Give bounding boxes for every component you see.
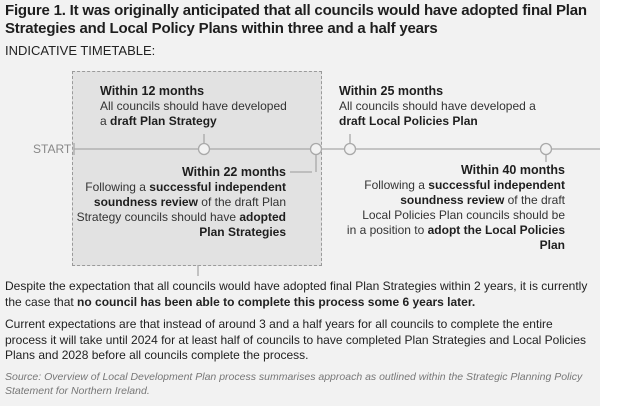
milestone-12-line2-bold: draft Plan Strategy	[110, 114, 217, 128]
figure-title: Figure 1. It was originally anticipated that all councils would have adopted final Plan Strategies and Local Policy Plans within three and a half years	[5, 2, 587, 37]
milestone-22-line4-bold: Plan Strategies	[199, 225, 286, 239]
milestone-25-months	[339, 84, 579, 129]
milestone-25-line1: All councils should have developed a	[339, 99, 536, 113]
milestone-12-heading: Within 12 months	[100, 84, 205, 98]
milestone-12-months	[100, 84, 310, 129]
milestone-22-line1-pre: Following a	[85, 180, 150, 194]
milestone-40-heading: Within 40 months	[460, 163, 565, 177]
milestone-22-line3-pre: Strategy councils should have	[76, 210, 240, 224]
timetable-subheading: INDICATIVE TIMETABLE:	[5, 43, 156, 58]
milestone-22-line2-post: of the draft Plan	[197, 195, 286, 209]
milestone-40-line1-pre: Following a	[364, 178, 429, 192]
source-note: Source: Overview of Local Development Plan process summarises approach as outlined within the Strategic Planning Policy Statement for Northern Ireland.	[5, 371, 583, 397]
milestone-40-line5-bold: Plan	[539, 238, 565, 252]
milestone-22-heading: Within 22 months	[181, 165, 286, 179]
milestone-12-line1: All councils should have developed	[100, 99, 287, 113]
milestone-40-line2-bold: soundness review	[400, 193, 505, 207]
milestone-40-line1-bold: successful independent	[428, 178, 565, 192]
milestone-40-line4-pre: in a position to	[346, 223, 428, 237]
milestone-22-months	[60, 165, 286, 240]
milestone-marker-25-months	[345, 144, 356, 155]
paragraph-current-status	[5, 279, 595, 310]
milestone-marker-22-months	[311, 144, 322, 155]
start-label: START	[33, 142, 72, 156]
milestone-marker-40-months	[541, 144, 552, 155]
milestone-40-line3: Local Policies Plan councils should be	[362, 208, 565, 222]
paragraph-1-bold: no council has been able to complete this process some 6 years later.	[77, 294, 476, 309]
paragraph-1-text: Despite the expectation that all councils would have adopted final Plan Strategies within 2 years, it is currently the case that	[5, 279, 588, 309]
milestone-marker-12-months	[199, 144, 210, 155]
milestone-22-line3-bold: adopted	[239, 210, 286, 224]
paragraph-current-expectations: Current expectations are that instead of around 3 and a half years for all councils to complete the entire process it will take until 2024 for at least half of councils to have completed Plan Strategies and Local Policies Plans and 2028 before all councils complete the process.	[5, 317, 586, 362]
milestone-40-line2-post: of the draft	[504, 193, 565, 207]
milestone-40-months	[330, 163, 565, 253]
milestone-25-line2-bold: draft Local Policies Plan	[339, 114, 478, 128]
milestone-22-line1-bold: successful independent	[149, 180, 286, 194]
milestone-25-heading: Within 25 months	[339, 84, 444, 98]
milestone-40-line4-bold: adopt the Local Policies	[427, 223, 565, 237]
milestone-22-line2-bold: soundness review	[93, 195, 198, 209]
milestone-12-line2-pre: a	[100, 114, 111, 128]
